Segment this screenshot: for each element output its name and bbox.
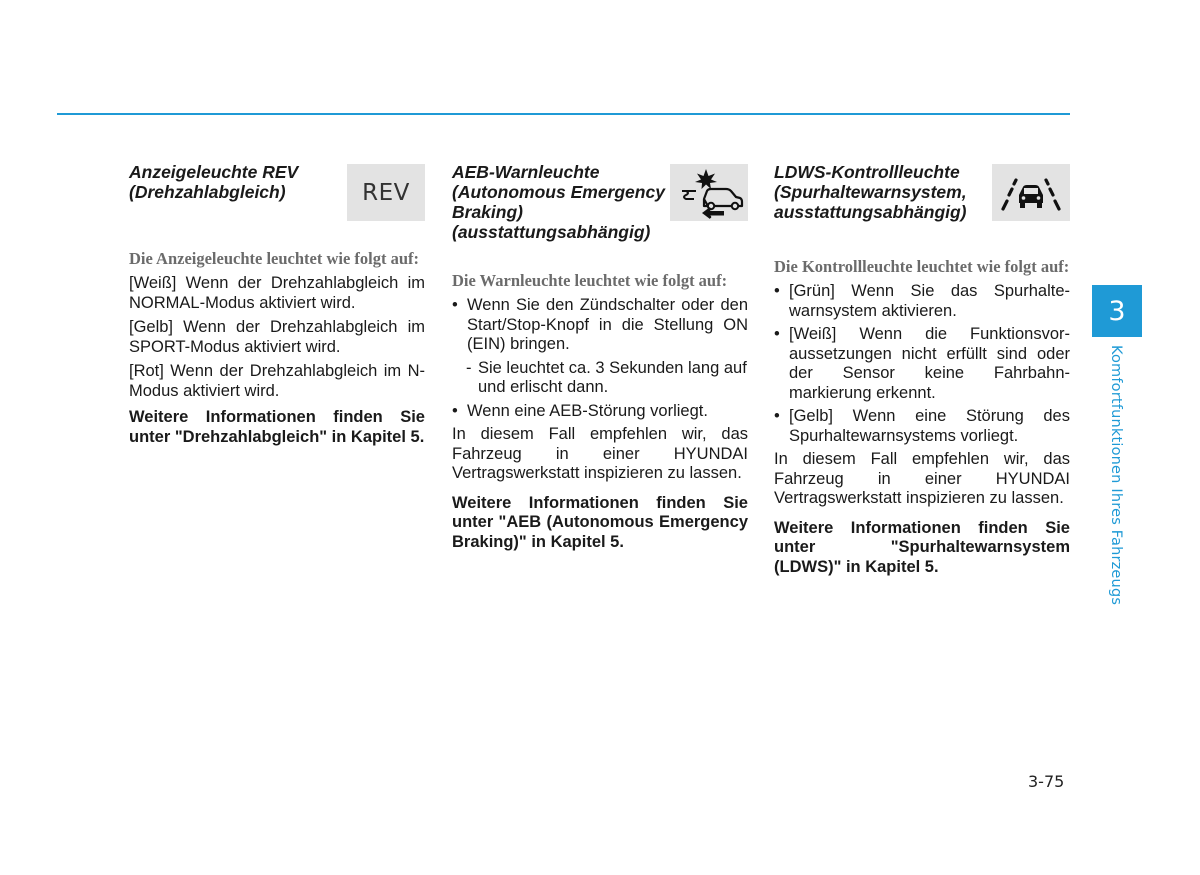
more-info-reference: Weitere Informationen finden Sie unter "AEB (Autonomous Emergency Braking)" in Kapitel 5. bbox=[452, 493, 748, 551]
bullet-list bbox=[774, 282, 1070, 446]
sub-item-text: Sie leuchtet ca. 3 Sekunden lang auf und erlischt dann. bbox=[478, 358, 747, 396]
chapter-title-vertical: Komfortfunktionen Ihres Fahrzeugs bbox=[1108, 345, 1124, 606]
ldws-lane-icon bbox=[992, 164, 1070, 221]
rev-icon-label: REV bbox=[362, 179, 410, 206]
section-title: AEB-Warnleuchte (Autonomous Emergency Braking) (ausstattungsabhängig) bbox=[452, 162, 665, 242]
list-item: • Wenn eine AEB-Störung vorliegt. bbox=[452, 402, 748, 422]
lead-text: Die Anzeigeleuchte leuchtet wie folgt auf: bbox=[129, 249, 420, 268]
paragraph: In diesem Fall empfehlen wir, das Fahrzeug in einer HYUNDAI Vertragswerkstatt inspizieren zu lassen. bbox=[452, 425, 748, 482]
sub-item bbox=[452, 359, 748, 398]
list-item: • [Gelb] Wenn eine Störung des Spurhaltewarnsystems vorliegt. bbox=[774, 407, 1070, 446]
more-info-reference: Weitere Informationen finden Sie unter "Spurhaltewarnsystem (LDWS)" in Kapitel 5. bbox=[774, 518, 1070, 576]
bullet-list bbox=[452, 402, 748, 422]
list-item: • [Grün] Wenn Sie das Spurhalte-warnsystem aktivieren. bbox=[774, 282, 1070, 321]
rev-indicator-icon bbox=[347, 164, 425, 221]
section-header bbox=[452, 160, 748, 242]
paragraph: [Rot] Wenn der Drehzahlabgleich im N-Modus aktiviert wird. bbox=[129, 362, 425, 400]
lead-text: Die Warnleuchte leuchtet wie folgt auf: bbox=[452, 271, 728, 290]
paragraph: [Gelb] Wenn der Drehzahlabgleich im SPORT-Modus aktiviert wird. bbox=[129, 318, 425, 356]
more-info-reference: Weitere Informationen finden Sie unter "Drehzahlabgleich" in Kapitel 5. bbox=[129, 408, 425, 446]
paragraph: [Weiß] Wenn der Drehzahlabgleich im NORMAL-Modus aktiviert wird. bbox=[129, 274, 425, 312]
bullet-list bbox=[452, 296, 748, 355]
sub-item-dash: - bbox=[466, 358, 472, 377]
section-aeb bbox=[452, 160, 748, 557]
list-item: • [Weiß] Wenn die Funktionsvor-aussetzungen nicht erfüllt sind oder der Sensor keine Fahrbahn-markierung erkennt. bbox=[774, 325, 1070, 403]
section-rev bbox=[129, 160, 425, 452]
paragraph: In diesem Fall empfehlen wir, das Fahrzeug in einer HYUNDAI Vertragswerkstatt inspizieren zu lassen. bbox=[774, 450, 1070, 507]
section-title-line: Anzeigeleuchte REV bbox=[129, 162, 299, 182]
page-number: 3-75 bbox=[1028, 772, 1065, 791]
section-title: LDWS-Kontrollleuchte (Spurhaltewarnsystem, ausstattungsabhängig) bbox=[774, 162, 967, 222]
section-ldws bbox=[774, 160, 1070, 582]
lead-text: Die Kontrollleuchte leuchtet wie folgt auf: bbox=[774, 257, 1070, 276]
section-header bbox=[774, 160, 1070, 222]
section-header bbox=[129, 160, 425, 206]
chapter-number: 3 bbox=[1108, 295, 1126, 327]
header-rule bbox=[57, 113, 1070, 115]
aeb-warning-icon bbox=[670, 164, 748, 221]
list-item: • Wenn Sie den Zündschalter oder den Start/Stop-Knopf in die Stellung ON (EIN) bringen. bbox=[452, 296, 748, 355]
chapter-tab bbox=[1092, 285, 1142, 337]
section-title-line: (Drehzahlabgleich) bbox=[129, 182, 286, 202]
